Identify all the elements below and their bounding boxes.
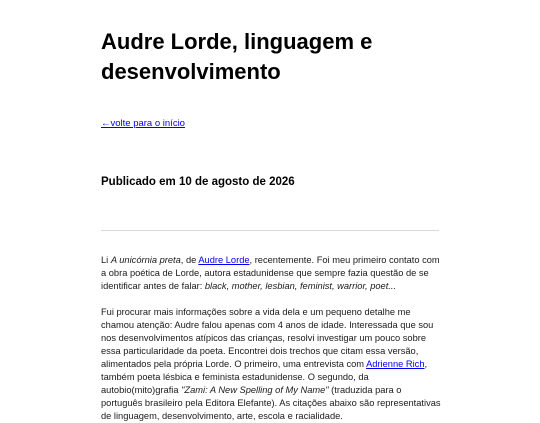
paragraph-text: , também poeta lésbica e feminista estadunidense. O segundo, da autobio(mito)grafia	[101, 359, 428, 395]
paragraph	[101, 306, 441, 423]
divider	[101, 230, 439, 231]
paragraph-text: (traduzida para o português brasileiro pela Editora Elefante). As citações abaixo são representativas de linguagem, desenvolvimento, arte, escola e racialidade.	[101, 385, 441, 421]
italic-text: A unicórnia preta	[110, 255, 181, 265]
page-title: Audre Lorde, linguagem e desenvolvimento	[101, 29, 373, 84]
paragraph-text: Li	[101, 255, 111, 265]
italic-text: black, mother, lesbian, feminist, warrior, poet...	[204, 281, 397, 291]
paragraph-text: , recentemente. Foi meu primeiro contato com a obra poética de Lorde, autora estadunidense que sempre fazia questão de se identificar antes de falar:	[101, 255, 440, 291]
paragraph-text: Fui procurar mais informações sobre a vida dela e um pequeno detalhe me chamou atenção: Audre falou apenas com 4 anos de idade. Interessada que sou nos desenvolvimentos atípicos das crianças, resolvi investigar um pouco sobre essa particularidade da poeta. Encontrei dois trechos que citam essa versão, alimentados pela própria Lorde. O primeiro, uma entrevista com	[101, 307, 434, 369]
inline-link[interactable]: Adrienne Rich	[366, 359, 425, 369]
publish-date: Publicado em 10 de agosto de 2026	[101, 176, 295, 188]
paragraph-text: , de	[180, 255, 199, 265]
back-to-home-link[interactable]: ←volte para o início	[101, 118, 185, 129]
inline-link[interactable]: Audre Lorde	[198, 255, 250, 265]
italic-text: "Zami: A New Spelling of My Name"	[181, 385, 329, 395]
paragraph	[101, 254, 441, 293]
